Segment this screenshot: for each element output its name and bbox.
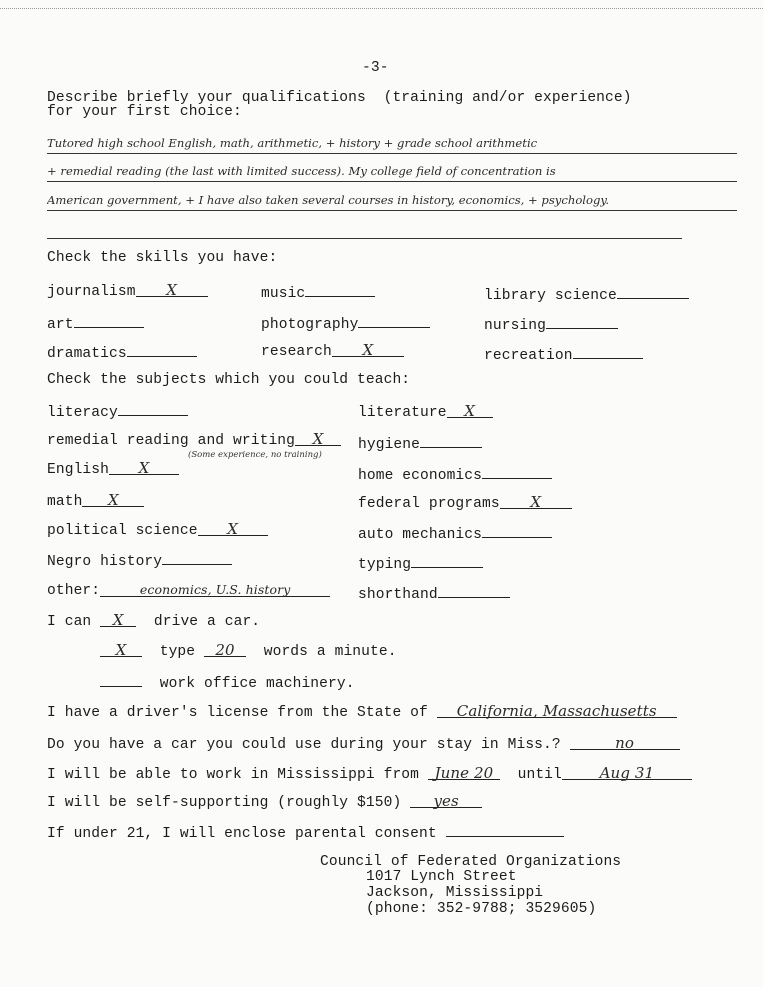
skill-blank[interactable] <box>546 314 618 329</box>
handwritten-value: no <box>615 734 635 752</box>
subject-blank[interactable] <box>198 521 268 536</box>
skill-label: recreation <box>484 348 573 364</box>
skill-library-science <box>484 284 689 304</box>
handwritten-value: yes <box>433 792 459 810</box>
ability-drive <box>47 612 260 630</box>
page-number: -3- <box>362 60 389 76</box>
question-label: I have a driver's license from the State of <box>47 705 428 721</box>
subject-literature <box>358 403 493 421</box>
subject-label: math <box>47 494 83 510</box>
skill-research <box>261 342 404 360</box>
skills-heading: Check the skills you have: <box>47 250 278 266</box>
check-mark: X <box>166 281 177 299</box>
subject-blank[interactable] <box>295 431 341 446</box>
subject-math <box>47 492 144 510</box>
question-drivers-license <box>47 703 677 721</box>
subject-label: typing <box>358 557 412 573</box>
answer-blank[interactable] <box>428 765 500 780</box>
skill-label: journalism <box>47 284 136 300</box>
qualifications-answer-line-empty <box>47 218 682 239</box>
skill-label: research <box>261 344 332 360</box>
check-mark: X <box>530 493 542 511</box>
answer-blank[interactable] <box>437 703 677 718</box>
subject-blank[interactable] <box>162 550 232 565</box>
check-mark: X <box>112 611 124 629</box>
skill-recreation <box>484 344 643 364</box>
ability-type <box>100 642 397 660</box>
subject-blank[interactable] <box>482 464 552 479</box>
skill-journalism <box>47 282 208 300</box>
subject-label: auto mechanics <box>358 527 483 543</box>
skill-art <box>47 313 144 333</box>
address-city: Jackson, Mississippi <box>366 885 544 901</box>
answer-blank[interactable] <box>562 765 692 780</box>
subject-remedial-reading <box>47 431 341 449</box>
skill-music <box>261 282 375 302</box>
skill-label: library science <box>484 288 617 304</box>
subject-label: hygiene <box>358 437 421 453</box>
drive-label: drive a car. <box>153 614 261 630</box>
qualifications-answer-line: + remedial reading (the last with limited success). My college field of concentration is <box>47 161 737 182</box>
answer-blank[interactable] <box>410 793 482 808</box>
subject-label: literature <box>358 405 447 421</box>
subject-auto-mechanics <box>358 523 552 543</box>
subject-blank[interactable] <box>438 583 510 598</box>
skill-blank[interactable] <box>127 342 197 357</box>
subject-federal-programs <box>358 494 572 512</box>
question-label: I will be self-supporting (roughly $150) <box>47 795 402 811</box>
type-blank[interactable] <box>100 642 142 657</box>
subject-typing <box>358 553 483 573</box>
answer-blank[interactable] <box>446 822 564 837</box>
address-phone: (phone: 352-9788; 3529605) <box>366 901 597 917</box>
subject-blank[interactable] <box>100 582 330 597</box>
check-mark: X <box>138 459 150 477</box>
subject-hygiene <box>358 433 482 453</box>
skill-blank[interactable] <box>74 313 144 328</box>
subject-blank[interactable] <box>118 401 188 416</box>
handwritten-value: economics, U.S. history <box>139 582 291 597</box>
skill-nursing <box>484 314 618 334</box>
office-label: work office machinery. <box>159 676 355 692</box>
scan-edge <box>0 8 763 9</box>
skill-blank[interactable] <box>136 282 208 297</box>
subject-blank[interactable] <box>420 433 482 448</box>
remedial-note: (Some experience, no training) <box>188 450 322 460</box>
handwritten-value: Aug 31 <box>599 764 655 782</box>
address-org: Council of Federated Organizations <box>320 854 622 870</box>
subject-home-economics <box>358 464 552 484</box>
subject-blank[interactable] <box>411 553 483 568</box>
question-parental-consent <box>47 822 564 842</box>
subject-shorthand <box>358 583 510 603</box>
i-can-label: I can <box>47 614 92 630</box>
handwritten-value: June 20 <box>434 764 494 782</box>
handwritten-value: California, Massachusetts <box>456 702 657 720</box>
subject-blank[interactable] <box>109 460 179 475</box>
qualifications-answer-line: Tutored high school English, math, arithmetic, + history + grade school arithmetic <box>47 133 737 154</box>
qualifications-prompt-2: for your first choice: <box>47 104 242 120</box>
subject-blank[interactable] <box>500 494 572 509</box>
subject-literacy <box>47 401 188 421</box>
until-label: until <box>517 767 562 783</box>
skill-label: nursing <box>484 318 547 334</box>
skill-label: art <box>47 317 74 333</box>
ability-office <box>100 672 355 692</box>
skill-dramatics <box>47 342 197 362</box>
subject-label: literacy <box>47 405 118 421</box>
question-self-supporting <box>47 793 482 811</box>
subject-political-science <box>47 521 268 539</box>
subject-blank[interactable] <box>82 492 144 507</box>
skill-blank[interactable] <box>305 282 375 297</box>
handwritten-value: 20 <box>215 641 235 659</box>
skill-label: dramatics <box>47 346 127 362</box>
drive-blank[interactable] <box>100 612 136 627</box>
subject-label: remedial reading and writing <box>47 433 296 449</box>
skill-blank[interactable] <box>617 284 689 299</box>
address-street: 1017 Lynch Street <box>366 869 517 885</box>
wpm-label: words a minute. <box>263 644 397 660</box>
question-car <box>47 735 680 753</box>
answer-blank[interactable] <box>570 735 680 750</box>
qualifications-answer-line: American government, + I have also taken several courses in history, economics, + psychology. <box>47 190 737 211</box>
check-mark: X <box>312 430 324 448</box>
subject-label: shorthand <box>358 587 438 603</box>
subject-label: other: <box>47 583 101 599</box>
subject-label: English <box>47 462 110 478</box>
question-label: I will be able to work in Mississippi from <box>47 767 420 783</box>
subject-negro-history <box>47 550 232 570</box>
check-mark: X <box>108 491 119 509</box>
subject-english <box>47 460 179 478</box>
subject-blank[interactable] <box>482 523 552 538</box>
question-label: If under 21, I will enclose parental consent <box>47 826 437 842</box>
skill-blank[interactable] <box>358 313 430 328</box>
skill-blank[interactable] <box>573 344 643 359</box>
subject-blank[interactable] <box>447 403 493 418</box>
subject-label: political science <box>47 523 198 539</box>
check-mark: X <box>115 641 127 659</box>
skill-blank[interactable] <box>332 342 404 357</box>
subject-label: federal programs <box>358 496 500 512</box>
office-blank[interactable] <box>100 672 142 687</box>
type-label: type <box>159 644 196 660</box>
check-mark: X <box>362 341 374 359</box>
skill-label: music <box>261 286 306 302</box>
question-work-dates <box>47 765 692 783</box>
skill-photography <box>261 313 430 333</box>
question-label: Do you have a car you could use during your stay in Miss.? <box>47 737 561 753</box>
subject-label: Negro history <box>47 554 163 570</box>
subjects-heading: Check the subjects which you could teach: <box>47 372 411 388</box>
subject-label: home economics <box>358 468 483 484</box>
wpm-blank[interactable] <box>204 642 246 657</box>
qualifications-prompt: Describe briefly your qualifications (training and/or experience) <box>47 90 632 106</box>
subject-other <box>47 582 330 599</box>
skill-label: photography <box>261 317 359 333</box>
check-mark: X <box>464 402 475 420</box>
check-mark: X <box>227 520 238 538</box>
